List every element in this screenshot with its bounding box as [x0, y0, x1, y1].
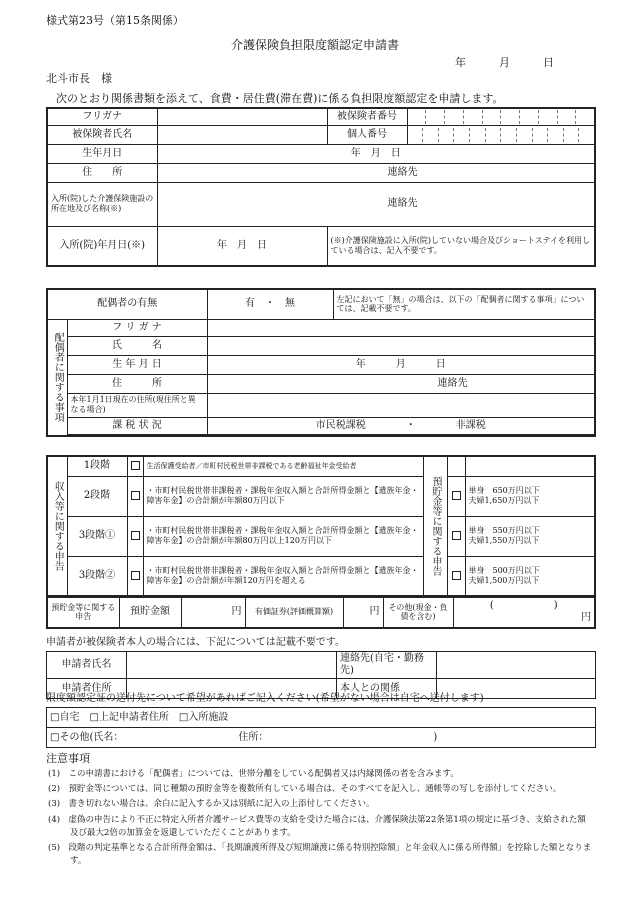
- deposit-side-label: 預貯金等に関する申告: [47, 598, 119, 628]
- spouse-furigana-field[interactable]: [207, 319, 595, 336]
- insured-name-label: 被保険者氏名: [47, 125, 157, 144]
- spouse-presence-note: 左記において「無」の場合は、以下の「配偶者に関する事項」については、記載不要です。: [333, 289, 595, 319]
- form-title: 介護保険負担限度額認定申請書: [230, 38, 399, 52]
- savings-2-checkbox[interactable]: [447, 516, 465, 556]
- level-3a-desc: ・市町村民税世帯非課税者・課税年金収入額と合計所得金額と【遺族年金・障害年金】の合計額が年額80万円以上120万円以下: [143, 516, 423, 556]
- delivery-note: 限度額認定証の送付先について希望があればご記入ください(希望がない場合は自宅へ送付します): [46, 693, 484, 704]
- spouse-presence-field[interactable]: 有 ・ 無: [207, 289, 333, 319]
- spouse-tax-label: 課 税 状 況: [67, 417, 207, 434]
- income-table: [46, 455, 596, 597]
- delivery-options[interactable]: □自宅 □上記申請者住所 □入所施設: [47, 708, 596, 728]
- insured-number-field[interactable]: [407, 108, 595, 125]
- spouse-birth-field[interactable]: 年 月 日: [207, 355, 595, 374]
- note-item: (3) 書き切れない場合は、余白に記入するか又は別紙に記入の上添付してください。: [48, 799, 375, 810]
- level-3a-checkbox[interactable]: [127, 516, 143, 556]
- notes-heading: 注意事項: [46, 752, 90, 765]
- personal-number-field[interactable]: [407, 125, 595, 144]
- level-1-desc: 生活保護受給者／市町村民税世帯非課税である老齢福祉年金受給者: [143, 456, 423, 476]
- personal-number-label: 個人番号: [327, 125, 407, 144]
- level-2-desc: ・市町村民税世帯非課税者・課税年金収入額と合計所得金額と【遺族年金・障害年金】の合計額が年額80万円以下: [143, 476, 423, 516]
- representative-table: [46, 651, 596, 699]
- facility-label: 入所(院)した介護保険施設の所在地及び名称(※): [47, 182, 157, 226]
- facility-field[interactable]: [157, 182, 595, 226]
- savings-3-limit: 単身 500万円以下 夫婦1,500万円以下: [465, 556, 595, 596]
- spouse-table: [46, 288, 596, 437]
- note-item: (2) 預貯金等については、同じ種類の預貯金等を複数所有している場合は、そのすべてを記入し、通帳等の写しを添付してください。: [48, 784, 562, 795]
- address-contact-label: 連絡先: [387, 166, 418, 178]
- level-1-label: 1段階: [67, 456, 127, 476]
- representative-note: 申請者が被保険者本人の場合には、下記については記載不要です。: [46, 637, 345, 648]
- delivery-table: [46, 707, 596, 748]
- birth-label: 生年月日: [47, 144, 157, 163]
- level-1-checkbox[interactable]: [127, 456, 143, 476]
- deposit-field[interactable]: 円: [181, 598, 245, 628]
- level-3b-desc: ・市町村民税世帯非課税者・課税年金収入額と合計所得金額と【遺族年金・障害年金】の合計額が年額120万円を超える: [143, 556, 423, 596]
- spouse-jan1-address-label: 本年1月1日現在の住所(現住所と異なる場合): [67, 393, 207, 417]
- level-3b-checkbox[interactable]: [127, 556, 143, 596]
- rep-name-field[interactable]: [127, 652, 337, 679]
- admission-note: (※)介護保険施設に入所(院)していない場合及びショートステイを利用している場合は、記入不要です。: [327, 226, 595, 266]
- deposit-label: 預貯金額: [119, 598, 181, 628]
- note-item: (4) 虚偽の申告により不正に特定入所者介護サービス費等の支給を受けた場合には、介護保険法第22条第1項の規定に基づき、支給された額及び最大2倍の加算金を返還していただくことがあります。: [48, 814, 586, 838]
- application-date: 年 月 日: [455, 56, 554, 69]
- deposit-table: [46, 597, 596, 629]
- savings-2-limit: 単身 550万円以下 夫婦1,550万円以下: [465, 516, 595, 556]
- level-2-checkbox[interactable]: [127, 476, 143, 516]
- spouse-presence-label: 配偶者の有無: [47, 289, 207, 319]
- rep-relation-label: 本人との関係: [337, 679, 437, 699]
- note-item: (5) 段階の判定基準となる合計所得金額は、「長期譲渡所得及び短期譲渡に係る特別控除額」と年金収入に係る所得額」を控除した額となります。: [48, 842, 592, 867]
- addressee: 北斗市長 様: [46, 72, 112, 85]
- spouse-birth-label: 生 年 月 日: [67, 355, 207, 374]
- savings-1-limit: 単身 650万円以下 夫婦1,650万円以下: [465, 476, 595, 516]
- securities-label: 有価証券(評価概算額): [245, 598, 343, 628]
- other-assets-label: その他(現金・負債を含む): [383, 598, 453, 628]
- delivery-other[interactable]: □その他(氏名： 住所： ): [47, 728, 596, 748]
- applicant-table: [46, 107, 596, 267]
- spouse-name-label: 氏 名: [67, 336, 207, 355]
- other-assets-field[interactable]: ( ) 円: [453, 598, 595, 628]
- facility-contact-label: 連絡先: [387, 198, 418, 209]
- spouse-tax-field[interactable]: 市民税課税 ・ 非課税: [207, 417, 595, 434]
- insured-name-field[interactable]: [157, 125, 327, 144]
- savings-side-label: 預貯金等に関する申告: [423, 456, 447, 596]
- address-field[interactable]: [157, 163, 595, 182]
- savings-3-checkbox[interactable]: [447, 556, 465, 596]
- admission-date-label: 入所(院)年月日(※): [47, 226, 157, 266]
- address-label: 住 所: [47, 163, 157, 182]
- notes-list: [48, 768, 594, 870]
- rep-contact-label: 連絡先(自宅・勤務先): [337, 652, 437, 679]
- level-3a-label: 3段階①: [67, 516, 127, 556]
- insured-number-label: 被保険者番号: [327, 108, 407, 125]
- rep-contact-field[interactable]: [437, 652, 596, 679]
- form-number: 様式第23号（第15条関係）: [46, 14, 184, 27]
- birth-field[interactable]: 年 月 日: [157, 144, 595, 163]
- spouse-address-label: 住 所: [67, 374, 207, 393]
- note-item: (1) この申請書における「配偶者」については、世帯分離をしている配偶者又は内縁関係の者を含みます。: [48, 769, 459, 779]
- spouse-contact-label: 連絡先: [437, 377, 468, 389]
- spouse-jan1-address-field[interactable]: [207, 393, 595, 417]
- rep-name-label: 申請者氏名: [47, 652, 127, 679]
- level-2-label: 2段階: [67, 476, 127, 516]
- spouse-name-field[interactable]: [207, 336, 595, 355]
- level-3b-label: 3段階②: [67, 556, 127, 596]
- admission-date-field[interactable]: 年 月 日: [157, 226, 327, 266]
- spouse-furigana-label: フ リ ガ ナ: [67, 319, 207, 336]
- spouse-side-label: 配偶者に関する事項: [47, 319, 67, 436]
- furigana-field[interactable]: [157, 108, 327, 125]
- furigana-label: フリガナ: [47, 108, 157, 125]
- spouse-address-field[interactable]: [207, 374, 595, 393]
- intro-text: 次のとおり関係書類を添えて、食費・居住費(滞在費)に係る負担限度額認定を申請します。: [56, 92, 504, 105]
- rep-address-label: 申請者住所: [47, 679, 127, 699]
- securities-field[interactable]: 円: [343, 598, 383, 628]
- income-side-label: 収入等に関する申告: [47, 456, 67, 596]
- savings-1-checkbox[interactable]: [447, 476, 465, 516]
